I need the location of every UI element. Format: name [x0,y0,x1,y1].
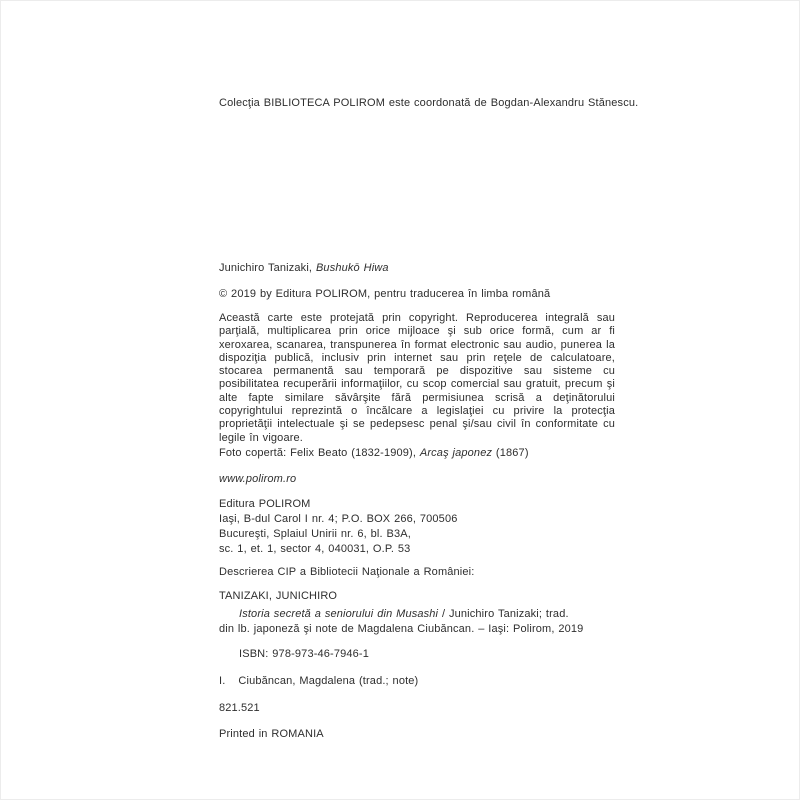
book-title-original: Bushukō Hiwa [315,262,389,274]
publisher-website: www.polirom.ro [219,473,297,485]
cover-photo-credit [219,447,619,459]
photo-credit-text: Foto copertă: Felix Beato (1832-1909), [219,447,420,459]
cip-book-title: Istoria secretă a seniorului din Musashi [239,608,439,620]
photo-work-year: (1867) [492,447,529,459]
photo-work-title: Arcaş japonez [419,447,493,459]
cip-heading: Descrierea CIP a Bibliotecii Naţionale a României: [219,566,475,578]
cip-isbn: ISBN: 978-973-46-7946-1 [239,648,370,660]
cip-title-rest: / Junichiro Tanizaki; trad. [438,608,569,620]
publisher-address-line: sc. 1, et. 1, sector 4, 040031, O.P. 53 [219,543,411,555]
printed-in-note: Printed in ROMANIA [219,728,324,740]
author-name: Junichiro Tanizaki, [219,262,316,274]
publisher-address-line: Bucureşti, Splaiul Unirii nr. 6, bl. B3A, [219,528,411,540]
cip-title-entry [219,608,639,620]
cip-author: TANIZAKI, JUNICHIRO [219,590,338,602]
collection-note: Colecţia BIBLIOTECA POLIROM este coordonată de Bogdan-Alexandru Stănescu. [219,97,639,109]
copyright-notice: © 2019 by Editura POLIROM, pentru traducerea în limba română [219,288,551,300]
udc-number: 821.521 [219,702,260,714]
cip-contributor [219,675,619,687]
cip-contributor-name: Ciubăncan, Magdalena (trad.; note) [238,675,419,687]
publisher-block [219,497,615,557]
cip-contributor-index: I. [219,675,226,687]
publisher-address-line: Iaşi, B-dul Carol I nr. 4; P.O. BOX 266, 700506 [219,513,458,525]
author-title-line [219,262,619,274]
legal-paragraph: Această carte este protejată prin copyright. Reproducerea integrală sau parţială, multiplicarea prin orice mijloace şi sub orice formă, cum ar fi xeroxarea, scanarea, transpunerea în format electronic sau audio, punerea la dispoziţia publică, inclusiv prin internet sau prin reţele de calculatoare, stocarea permanentă sau temporară pe dispozitive sau sisteme cu posibilitatea recuperării informaţiilor, cu scop comercial sau gratuit, precum şi alte fapte similare săvârşite fără permisiunea scrisă a deţinătorului copyrightului reprezintă o încălcare a legislaţiei cu privire la protecţia proprietăţii intelectuale şi se pedepsesc penal şi/sau civil în conformitate cu legile în vigoare. [219,312,615,444]
publisher-name: Editura POLIROM [219,498,311,510]
cip-title-entry-line2: din lb. japoneză şi note de Magdalena Ciubăncan. – Iaşi: Polirom, 2019 [219,623,584,635]
